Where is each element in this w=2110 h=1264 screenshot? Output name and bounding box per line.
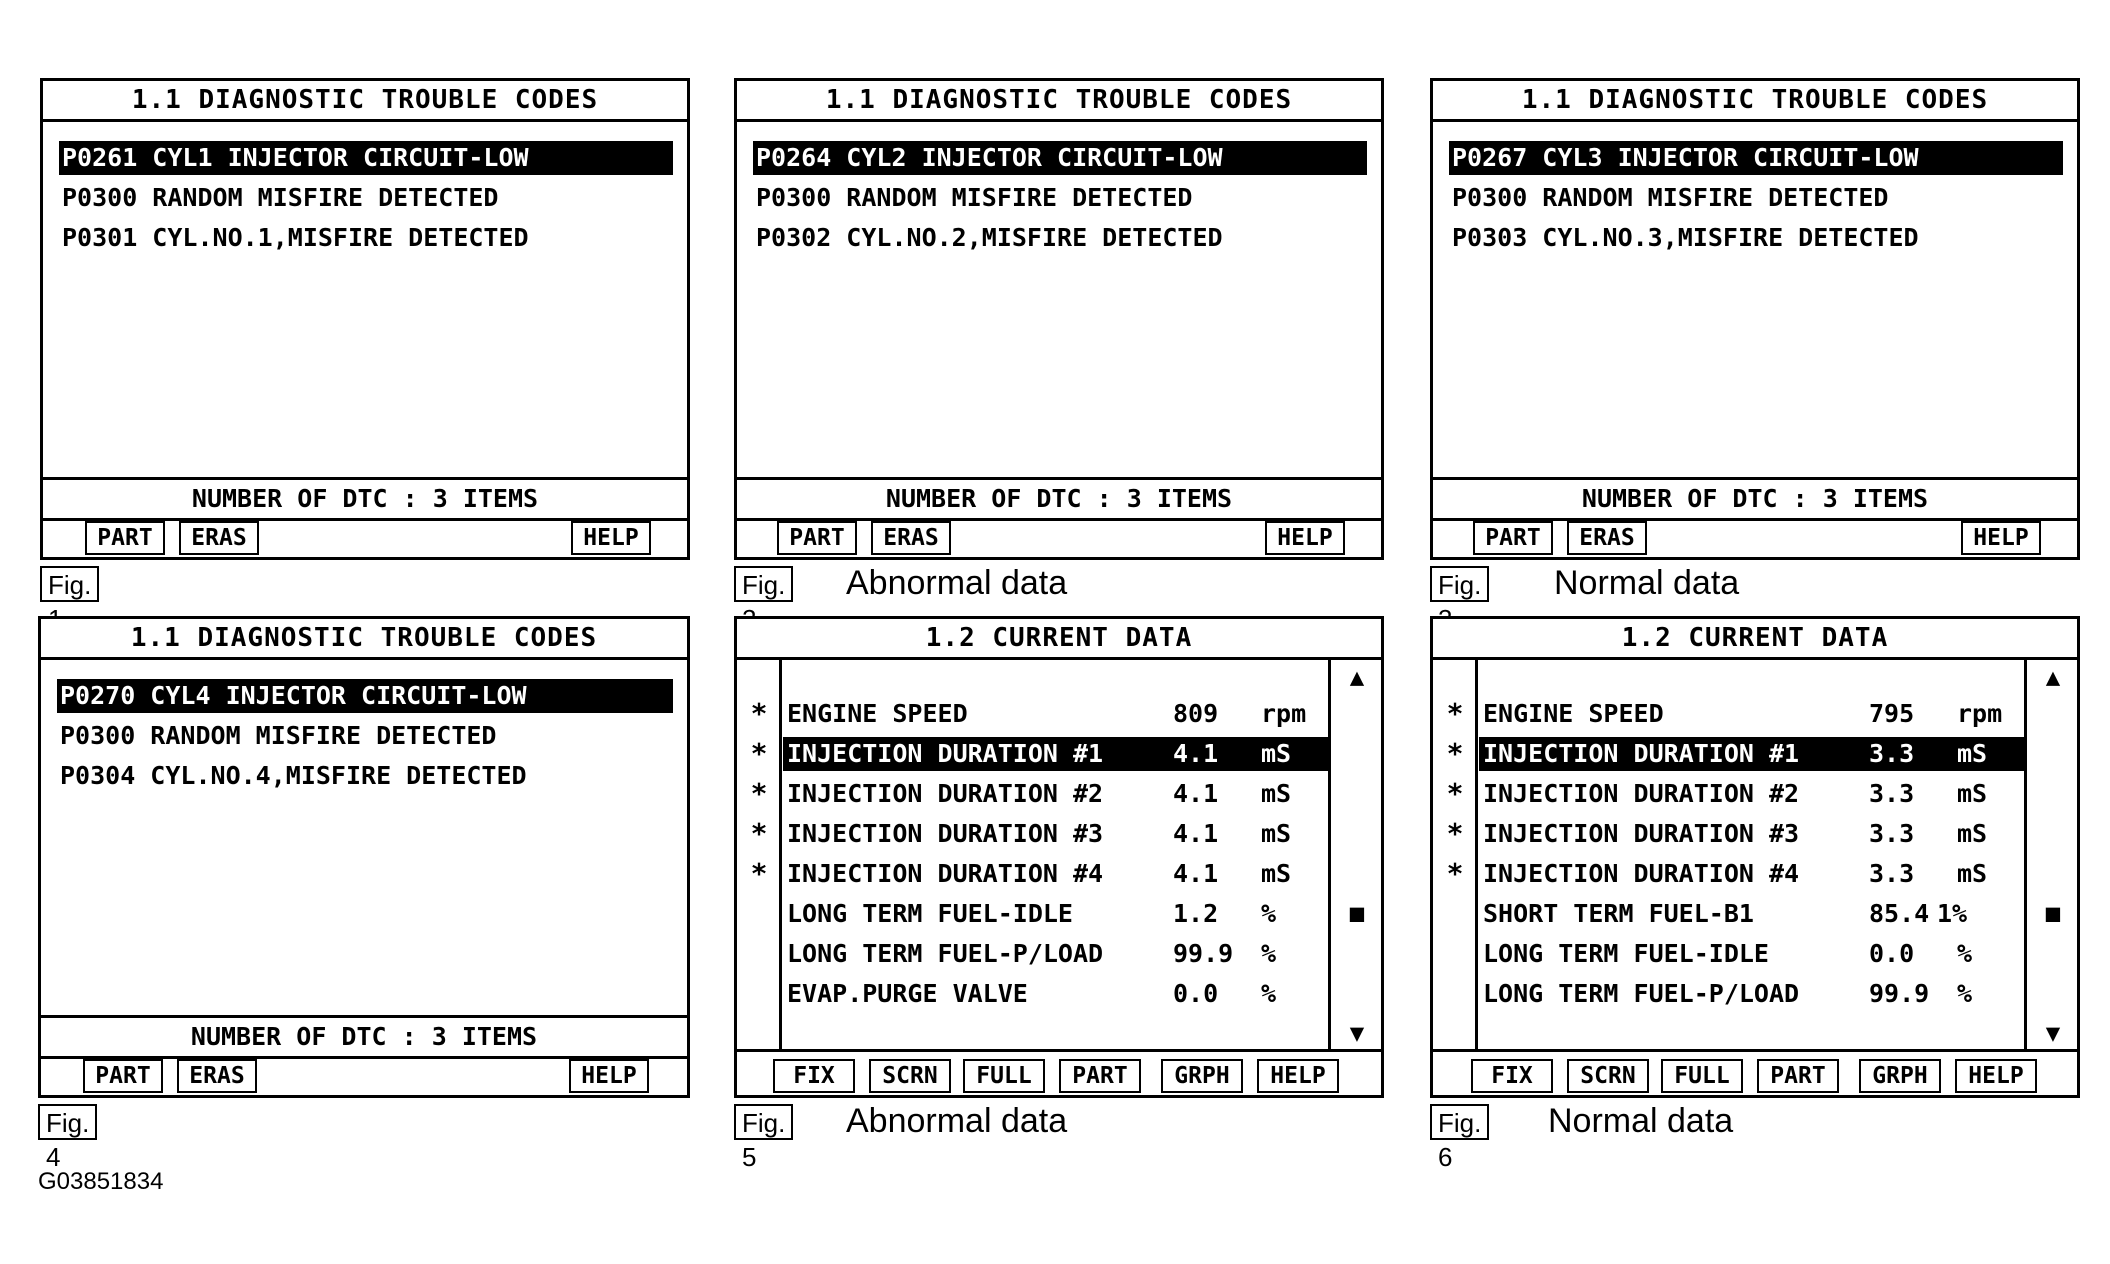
- data-row[interactable]: [1479, 977, 2025, 1011]
- dtc-count: NUMBER OF DTC : 3 ITEMS: [737, 477, 1381, 521]
- star-marker: *: [1446, 817, 1464, 850]
- eras-button[interactable]: ERAS: [179, 521, 259, 555]
- param-name: INJECTION DURATION #3: [1483, 819, 1800, 848]
- part-button[interactable]: PART: [1059, 1059, 1141, 1093]
- data-row[interactable]: [783, 697, 1329, 731]
- fig-label: Fig.: [40, 566, 99, 602]
- scrn-button[interactable]: SCRN: [869, 1059, 951, 1093]
- button-bar-divider: [1433, 1049, 2077, 1052]
- fig-label: Fig. 4: [38, 1104, 97, 1140]
- param-value: 795: [1869, 699, 1915, 728]
- param-value: 3.3: [1869, 819, 1915, 848]
- param-name: INJECTION DURATION #3: [787, 819, 1104, 848]
- param-unit: %: [1261, 979, 1277, 1008]
- data-row[interactable]: [1479, 897, 2025, 931]
- dtc-screen-fig3: [1430, 78, 2080, 560]
- full-button[interactable]: FULL: [1661, 1059, 1743, 1093]
- screen-title: 1.1 DIAGNOSTIC TROUBLE CODES: [43, 81, 687, 122]
- param-unit: %: [1957, 979, 1973, 1008]
- eras-button[interactable]: ERAS: [1567, 521, 1647, 555]
- scroll-down-icon[interactable]: ▼: [2045, 1019, 2061, 1047]
- param-name: LONG TERM FUEL-IDLE: [787, 899, 1073, 928]
- dtc-item-selected[interactable]: P0261 CYL1 INJECTOR CIRCUIT-LOW: [59, 141, 673, 175]
- fig-label: Fig. 5: [734, 1104, 793, 1140]
- param-value: 99.9: [1173, 939, 1234, 968]
- param-value: 3.3: [1869, 859, 1915, 888]
- param-name: ENGINE SPEED: [1483, 699, 1664, 728]
- param-value: 809: [1173, 699, 1219, 728]
- param-name: EVAP.PURGE VALVE: [787, 979, 1028, 1008]
- data-row[interactable]: [1479, 857, 2025, 891]
- param-value: 4.1: [1173, 779, 1219, 808]
- param-unit: mS: [1957, 739, 1988, 768]
- dtc-count: NUMBER OF DTC : 3 ITEMS: [43, 477, 687, 521]
- param-value: 4.1: [1173, 859, 1219, 888]
- param-value: 99.9: [1869, 979, 1930, 1008]
- param-unit: mS: [1261, 739, 1292, 768]
- dtc-item[interactable]: P0300 RANDOM MISFIRE DETECTED: [62, 183, 499, 212]
- screen-title: 1.2 CURRENT DATA: [1433, 619, 2077, 660]
- star-marker: *: [750, 777, 768, 810]
- param-name: LONG TERM FUEL-IDLE: [1483, 939, 1769, 968]
- param-value: 0.0: [1173, 979, 1219, 1008]
- param-unit: %: [1261, 899, 1277, 928]
- help-button[interactable]: HELP: [569, 1059, 649, 1093]
- data-row[interactable]: [783, 897, 1329, 931]
- dtc-item[interactable]: P0300 RANDOM MISFIRE DETECTED: [756, 183, 1193, 212]
- fix-button[interactable]: FIX: [773, 1059, 855, 1093]
- data-row[interactable]: [783, 937, 1329, 971]
- data-row[interactable]: [783, 857, 1329, 891]
- dtc-item[interactable]: P0304 CYL.NO.4,MISFIRE DETECTED: [60, 761, 527, 790]
- dtc-item[interactable]: P0302 CYL.NO.2,MISFIRE DETECTED: [756, 223, 1223, 252]
- star-marker: *: [750, 817, 768, 850]
- fig-caption: Abnormal data: [846, 1102, 1068, 1140]
- dtc-count: NUMBER OF DTC : 3 ITEMS: [41, 1015, 687, 1059]
- dtc-screen-fig1: [40, 78, 690, 560]
- fig-label: Fig.: [1430, 566, 1489, 602]
- param-name: SHORT TERM FUEL-B1: [1483, 899, 1754, 928]
- scroll-thumb-icon[interactable]: ■: [1349, 899, 1365, 927]
- data-row-selected[interactable]: [783, 737, 1329, 771]
- data-row[interactable]: [1479, 777, 2025, 811]
- param-name: INJECTION DURATION #2: [787, 779, 1104, 808]
- param-unit: 1%: [1937, 899, 1968, 928]
- param-name: ENGINE SPEED: [787, 699, 968, 728]
- param-unit: mS: [1261, 819, 1292, 848]
- star-marker: *: [750, 697, 768, 730]
- param-unit: mS: [1957, 859, 1988, 888]
- fig-caption: Normal data: [1554, 564, 1740, 602]
- scroll-thumb-icon[interactable]: ■: [2045, 899, 2061, 927]
- param-value: 0.0: [1869, 939, 1915, 968]
- part-button[interactable]: PART: [777, 521, 857, 555]
- data-row[interactable]: [1479, 817, 2025, 851]
- scroll-up-icon[interactable]: ▲: [2045, 663, 2061, 691]
- dtc-count: NUMBER OF DTC : 3 ITEMS: [1433, 477, 2077, 521]
- current-data-screen-fig5: [734, 616, 1384, 1098]
- fix-button[interactable]: FIX: [1471, 1059, 1553, 1093]
- help-button[interactable]: HELP: [1257, 1059, 1339, 1093]
- part-button[interactable]: PART: [83, 1059, 163, 1093]
- star-marker: *: [1446, 777, 1464, 810]
- param-value: 3.3: [1869, 779, 1915, 808]
- current-data-screen-fig6: [1430, 616, 2080, 1098]
- button-bar-divider: [737, 1049, 1381, 1052]
- param-name: INJECTION DURATION #2: [1483, 779, 1800, 808]
- param-name: INJECTION DURATION #1: [1483, 739, 1800, 768]
- star-marker: *: [1446, 697, 1464, 730]
- screen-title: 1.1 DIAGNOSTIC TROUBLE CODES: [737, 81, 1381, 122]
- param-name: LONG TERM FUEL-P/LOAD: [1483, 979, 1800, 1008]
- dtc-screen-fig2: [734, 78, 1384, 560]
- data-row-selected[interactable]: [1479, 737, 2025, 771]
- dtc-item-selected[interactable]: P0267 CYL3 INJECTOR CIRCUIT-LOW: [1449, 141, 2063, 175]
- param-name: LONG TERM FUEL-P/LOAD: [787, 939, 1104, 968]
- scroll-down-icon[interactable]: ▼: [1349, 1019, 1365, 1047]
- eras-button[interactable]: ERAS: [177, 1059, 257, 1093]
- param-unit: mS: [1261, 859, 1292, 888]
- part-button[interactable]: PART: [1473, 521, 1553, 555]
- dtc-item[interactable]: P0300 RANDOM MISFIRE DETECTED: [60, 721, 497, 750]
- param-name: INJECTION DURATION #4: [1483, 859, 1800, 888]
- screen-title: 1.1 DIAGNOSTIC TROUBLE CODES: [1433, 81, 2077, 122]
- scrn-button[interactable]: SCRN: [1567, 1059, 1649, 1093]
- param-unit: rpm: [1957, 699, 2003, 728]
- scroll-up-icon[interactable]: ▲: [1349, 663, 1365, 691]
- help-button[interactable]: HELP: [1265, 521, 1345, 555]
- data-row[interactable]: [783, 777, 1329, 811]
- part-button[interactable]: PART: [85, 521, 165, 555]
- screen-title: 1.1 DIAGNOSTIC TROUBLE CODES: [41, 619, 687, 660]
- dtc-screen-fig4: [38, 616, 690, 1098]
- eras-button[interactable]: ERAS: [871, 521, 951, 555]
- dtc-item-selected[interactable]: P0264 CYL2 INJECTOR CIRCUIT-LOW: [753, 141, 1367, 175]
- dtc-item-selected[interactable]: P0270 CYL4 INJECTOR CIRCUIT-LOW: [57, 679, 673, 713]
- screen-title: 1.2 CURRENT DATA: [737, 619, 1381, 660]
- param-unit: mS: [1957, 819, 1988, 848]
- param-unit: mS: [1957, 779, 1988, 808]
- data-row[interactable]: [783, 817, 1329, 851]
- param-value: 4.1: [1173, 739, 1219, 768]
- data-row[interactable]: [1479, 697, 2025, 731]
- grph-button[interactable]: GRPH: [1859, 1059, 1941, 1093]
- param-value: 4.1: [1173, 819, 1219, 848]
- data-row[interactable]: [783, 977, 1329, 1011]
- figure-code: G03851834: [38, 1168, 164, 1195]
- grph-button[interactable]: GRPH: [1161, 1059, 1243, 1093]
- help-button[interactable]: HELP: [571, 521, 651, 555]
- dtc-item[interactable]: P0301 CYL.NO.1,MISFIRE DETECTED: [62, 223, 529, 252]
- param-unit: rpm: [1261, 699, 1307, 728]
- part-button[interactable]: PART: [1757, 1059, 1839, 1093]
- param-value: 3.3: [1869, 739, 1915, 768]
- star-marker: *: [1446, 737, 1464, 770]
- dtc-item[interactable]: P0300 RANDOM MISFIRE DETECTED: [1452, 183, 1889, 212]
- help-button[interactable]: HELP: [1955, 1059, 2037, 1093]
- full-button[interactable]: FULL: [963, 1059, 1045, 1093]
- fig-label: Fig. 6: [1430, 1104, 1489, 1140]
- data-row[interactable]: [1479, 937, 2025, 971]
- fig-caption: Abnormal data: [846, 564, 1068, 602]
- param-name: INJECTION DURATION #4: [787, 859, 1104, 888]
- dtc-item[interactable]: P0303 CYL.NO.3,MISFIRE DETECTED: [1452, 223, 1919, 252]
- param-value: 85.4: [1869, 899, 1930, 928]
- help-button[interactable]: HELP: [1961, 521, 2041, 555]
- param-unit: %: [1957, 939, 1973, 968]
- param-unit: %: [1261, 939, 1277, 968]
- param-unit: mS: [1261, 779, 1292, 808]
- param-value: 1.2: [1173, 899, 1219, 928]
- param-name: INJECTION DURATION #1: [787, 739, 1104, 768]
- star-marker: *: [750, 737, 768, 770]
- star-marker: *: [750, 857, 768, 890]
- fig-caption: Normal data: [1548, 1102, 1734, 1140]
- fig-label: Fig.: [734, 566, 793, 602]
- star-marker: *: [1446, 857, 1464, 890]
